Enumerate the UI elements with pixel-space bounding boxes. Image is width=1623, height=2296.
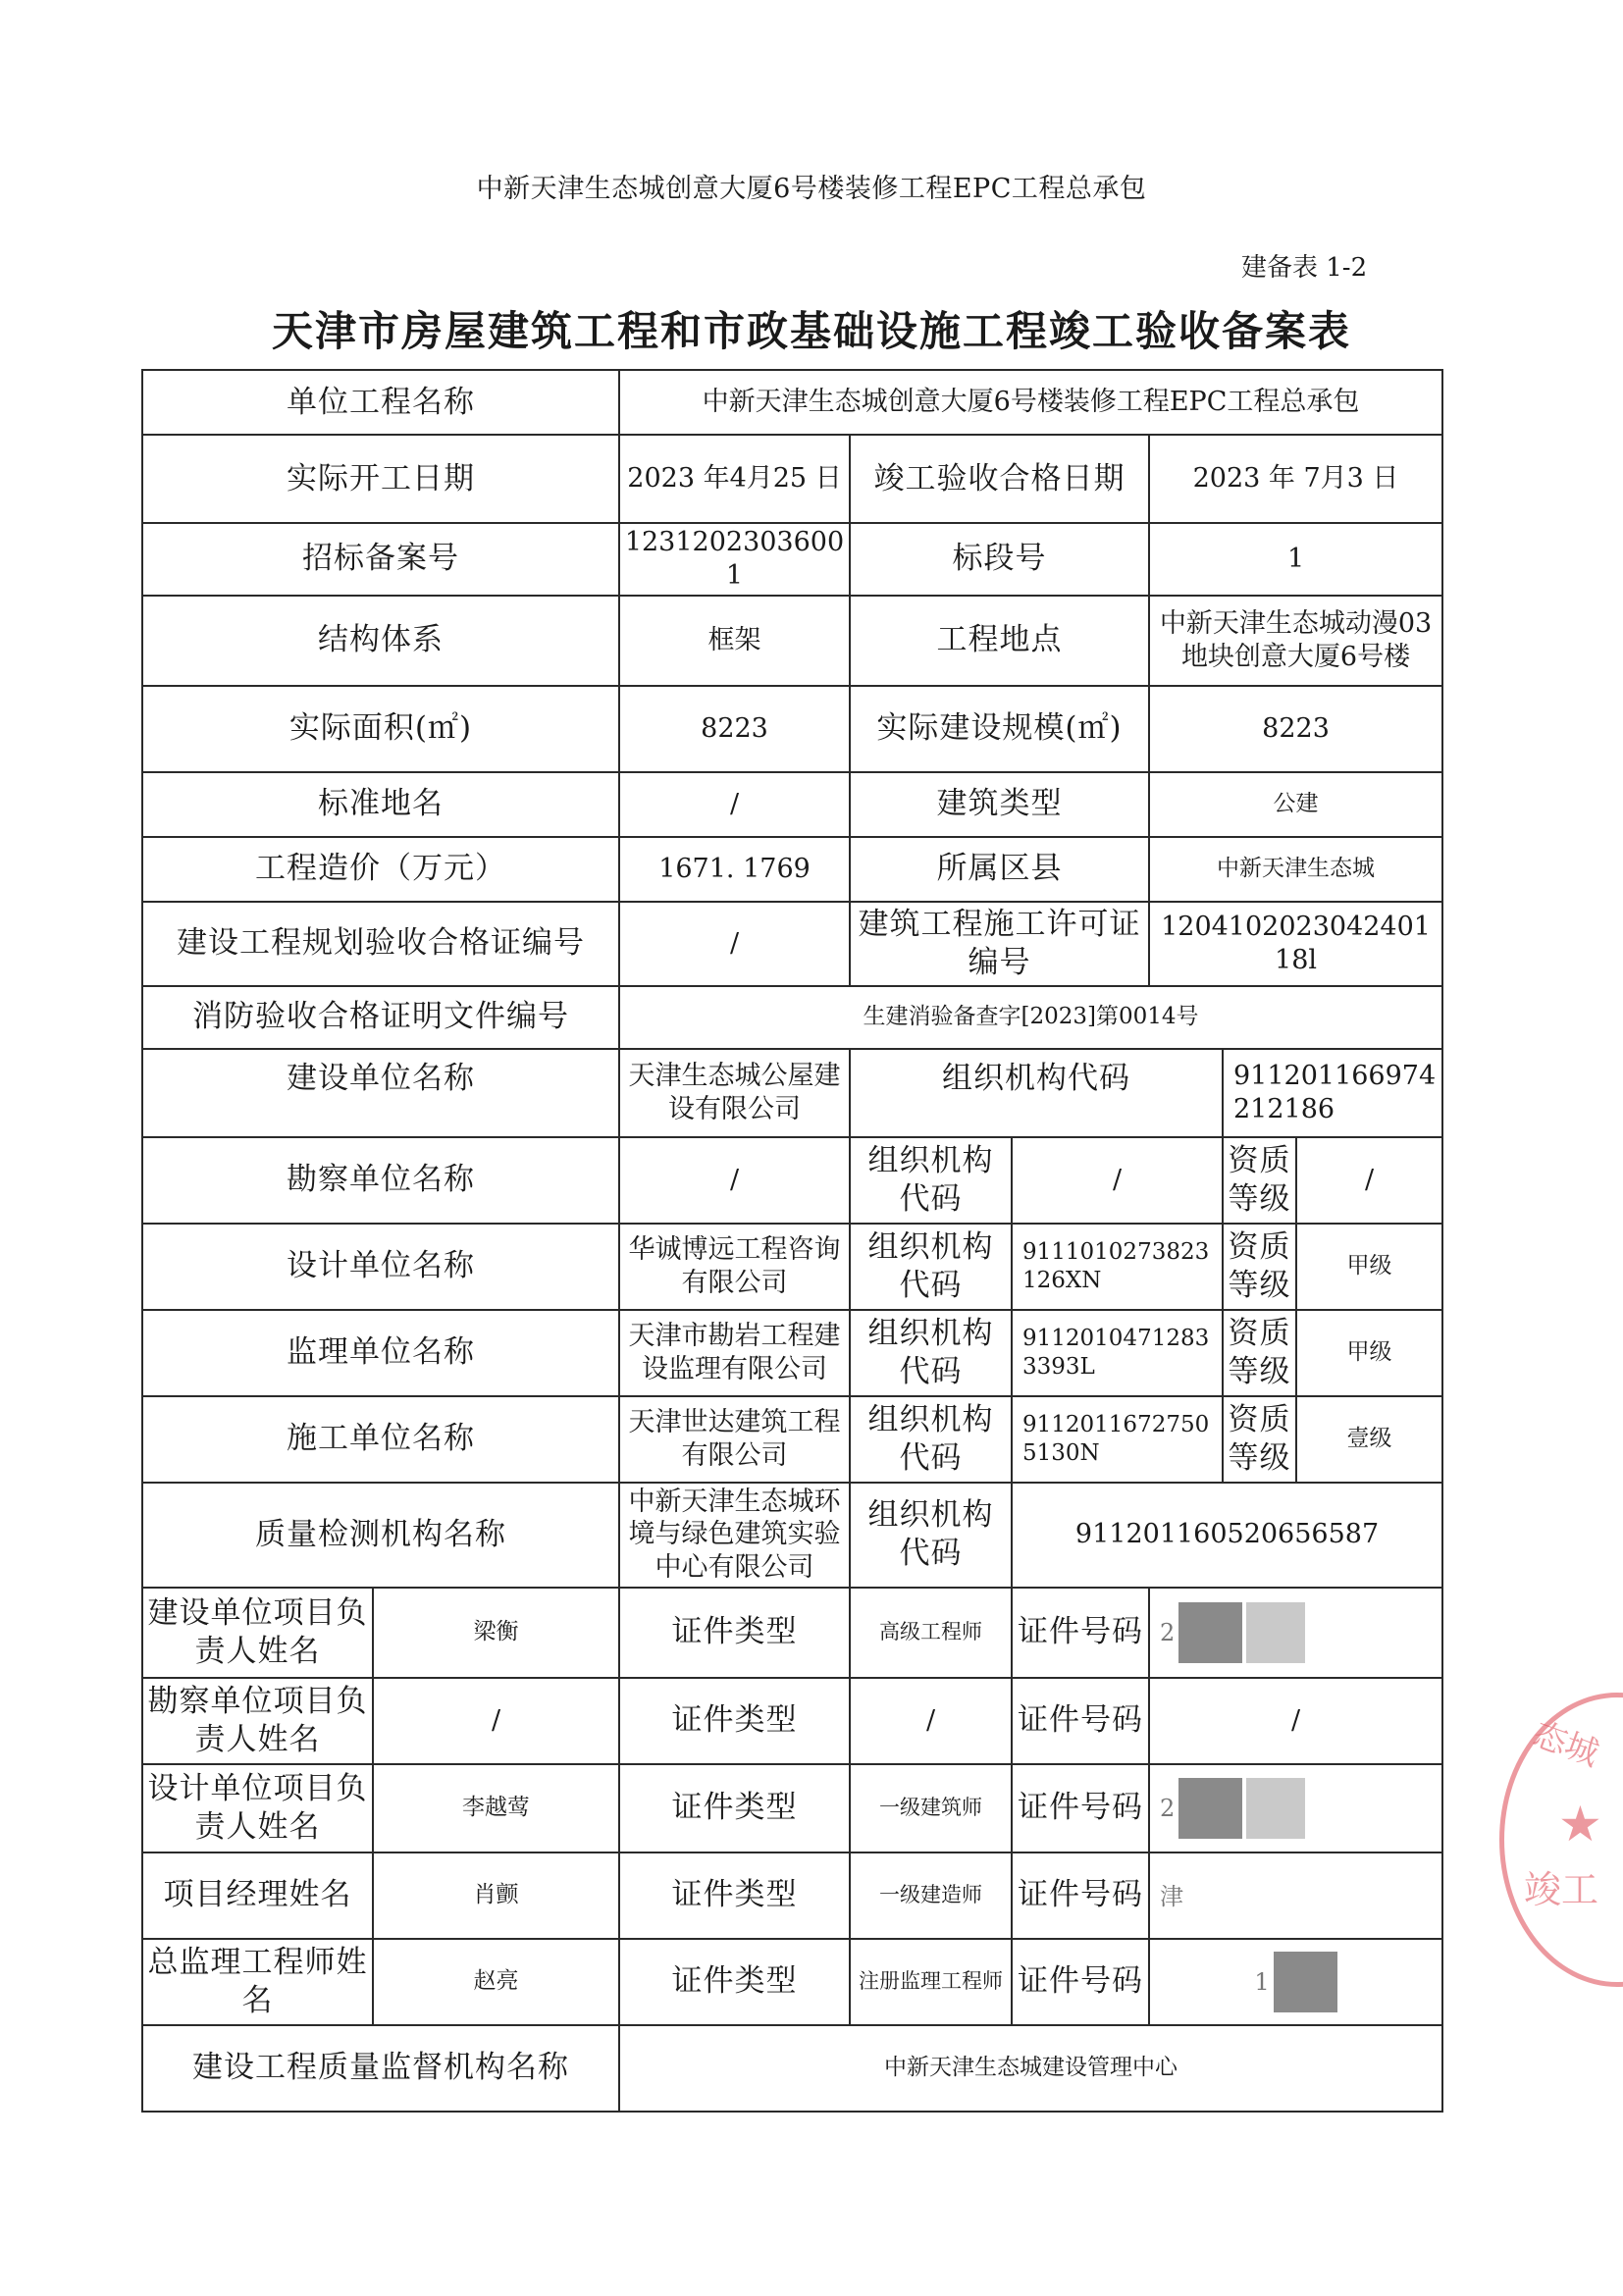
value-builder-org-code: 911201166974212186 bbox=[1223, 1049, 1442, 1137]
redaction-block bbox=[1274, 1952, 1337, 2012]
value-construction-org-code: 91120116727505130N bbox=[1012, 1396, 1223, 1483]
label-project-manager: 项目经理姓名 bbox=[142, 1852, 373, 1939]
label-structure: 结构体系 bbox=[142, 596, 619, 686]
value-project-manager: 肖颤 bbox=[373, 1852, 619, 1939]
label-design: 设计单位名称 bbox=[142, 1224, 619, 1310]
value-chief-cert-type: 注册监理工程师 bbox=[850, 1939, 1012, 2025]
redaction-block bbox=[1178, 1778, 1242, 1839]
value-builder-cert-no bbox=[1149, 1588, 1442, 1678]
label-building-type: 建筑类型 bbox=[850, 772, 1149, 837]
label-testing: 质量检测机构名称 bbox=[142, 1483, 619, 1588]
label-builder-cert-no: 证件号码 bbox=[1012, 1588, 1149, 1678]
label-supervision: 监理单位名称 bbox=[142, 1310, 619, 1396]
value-pm-cert-type: 一级建造师 bbox=[850, 1852, 1012, 1939]
value-building-type: 公建 bbox=[1149, 772, 1442, 837]
label-builder-org-code: 组织机构代码 bbox=[850, 1049, 1223, 1137]
label-district: 所属区县 bbox=[850, 837, 1149, 902]
label-design-org-code: 组织机构代码 bbox=[850, 1224, 1012, 1310]
redaction-block bbox=[1246, 1602, 1305, 1663]
label-survey-cert-type: 证件类型 bbox=[619, 1678, 850, 1764]
row-fire bbox=[142, 986, 1442, 1049]
label-construction: 施工单位名称 bbox=[142, 1396, 619, 1483]
value-survey-org-code: / bbox=[1012, 1137, 1223, 1224]
value-design-org-code: 9111010273823126XN bbox=[1012, 1224, 1223, 1310]
label-survey-cert-no: 证件号码 bbox=[1012, 1678, 1149, 1764]
label-builder: 建设单位名称 bbox=[142, 1049, 619, 1137]
label-chief-cert-no: 证件号码 bbox=[1012, 1939, 1149, 2025]
value-acceptance-date: 2023 年 7月3 日 bbox=[1149, 435, 1442, 523]
filing-table-wrapper bbox=[141, 369, 1441, 2113]
value-design-cert-type: 一级建筑师 bbox=[850, 1764, 1012, 1852]
value-supervision-org-code: 91120104712833393L bbox=[1012, 1310, 1223, 1396]
value-builder-lead: 梁衡 bbox=[373, 1588, 619, 1678]
seal-star-icon: ★ bbox=[1558, 1796, 1602, 1852]
value-design-cert-no bbox=[1149, 1764, 1442, 1852]
value-design-lead: 李越莺 bbox=[373, 1764, 619, 1852]
label-design-cert-type: 证件类型 bbox=[619, 1764, 850, 1852]
value-construction: 天津世达建筑工程有限公司 bbox=[619, 1396, 850, 1483]
value-supervision: 天津市勘岩工程建设监理有限公司 bbox=[619, 1310, 850, 1396]
value-pm-cert-no bbox=[1149, 1852, 1442, 1939]
label-construction-org-code: 组织机构代码 bbox=[850, 1396, 1012, 1483]
row-person-design bbox=[142, 1764, 1442, 1852]
value-bid-number: 12312023036001 bbox=[619, 523, 850, 596]
row-supervision bbox=[142, 1310, 1442, 1396]
form-code: 建备表 1-2 bbox=[1241, 253, 1368, 283]
label-supervision-qualification: 资质等级 bbox=[1223, 1310, 1296, 1396]
label-builder-lead: 建设单位项目负责人姓名 bbox=[142, 1588, 373, 1678]
label-chief-cert-type: 证件类型 bbox=[619, 1939, 850, 2025]
label-quality-supervision-org: 建设工程质量监督机构名称 bbox=[142, 2025, 619, 2112]
value-construction-permit: 120410202304240118l bbox=[1149, 902, 1442, 986]
label-pm-cert-no: 证件号码 bbox=[1012, 1852, 1149, 1939]
cert-no-partial: 2 bbox=[1160, 1618, 1176, 1646]
label-area: 实际面积(㎡) bbox=[142, 686, 619, 772]
row-place-name bbox=[142, 772, 1442, 837]
label-testing-org-code: 组织机构代码 bbox=[850, 1483, 1012, 1588]
value-survey-cert-no: / bbox=[1149, 1678, 1442, 1764]
value-place-name: / bbox=[619, 772, 850, 837]
label-start-date: 实际开工日期 bbox=[142, 435, 619, 523]
value-testing: 中新天津生态城环境与绿色建筑实验中心有限公司 bbox=[619, 1483, 850, 1588]
row-bid bbox=[142, 523, 1442, 596]
value-chief-supervisor: 赵亮 bbox=[373, 1939, 619, 2025]
value-survey: / bbox=[619, 1137, 850, 1224]
value-section-number: 1 bbox=[1149, 523, 1442, 596]
row-person-builder bbox=[142, 1588, 1442, 1678]
value-quality-supervision-org: 中新天津生态城建设管理中心 bbox=[619, 2025, 1442, 2112]
label-planning-cert: 建设工程规划验收合格证编号 bbox=[142, 902, 619, 986]
value-area: 8223 bbox=[619, 686, 850, 772]
label-project-name: 单位工程名称 bbox=[142, 370, 619, 435]
official-seal bbox=[1499, 1693, 1623, 1987]
value-cost: 1671. 1769 bbox=[619, 837, 850, 902]
seal-text: 竣工 bbox=[1524, 1868, 1599, 1911]
row-design bbox=[142, 1224, 1442, 1310]
filing-table bbox=[141, 369, 1443, 2113]
label-survey-lead: 勘察单位项目负责人姓名 bbox=[142, 1678, 373, 1764]
row-survey bbox=[142, 1137, 1442, 1224]
value-start-date: 2023 年4月25 日 bbox=[619, 435, 850, 523]
row-area bbox=[142, 686, 1442, 772]
label-section-number: 标段号 bbox=[850, 523, 1149, 596]
value-design-qualification: 甲级 bbox=[1296, 1224, 1442, 1310]
value-construction-qualification: 壹级 bbox=[1296, 1396, 1442, 1483]
row-planning bbox=[142, 902, 1442, 986]
value-district: 中新天津生态城 bbox=[1149, 837, 1442, 902]
seal-text: 态城 bbox=[1528, 1714, 1604, 1775]
label-acceptance-date: 竣工验收合格日期 bbox=[850, 435, 1149, 523]
row-quality-supervision bbox=[142, 2025, 1442, 2112]
label-chief-supervisor: 总监理工程师姓名 bbox=[142, 1939, 373, 2025]
row-dates bbox=[142, 435, 1442, 523]
value-supervision-qualification: 甲级 bbox=[1296, 1310, 1442, 1396]
row-builder bbox=[142, 1049, 1442, 1137]
label-location: 工程地点 bbox=[850, 596, 1149, 686]
label-builder-cert-type: 证件类型 bbox=[619, 1588, 850, 1678]
value-chief-cert-no bbox=[1149, 1939, 1442, 2025]
label-construction-permit: 建筑工程施工许可证编号 bbox=[850, 902, 1149, 986]
row-cost bbox=[142, 837, 1442, 902]
label-survey: 勘察单位名称 bbox=[142, 1137, 619, 1224]
value-survey-qualification: / bbox=[1296, 1137, 1442, 1224]
cert-no-partial: 2 bbox=[1160, 1794, 1176, 1822]
label-pm-cert-type: 证件类型 bbox=[619, 1852, 850, 1939]
value-builder: 天津生态城公屋建设有限公司 bbox=[619, 1049, 850, 1137]
value-project-name: 中新天津生态城创意大厦6号楼装修工程EPC工程总承包 bbox=[619, 370, 1442, 435]
value-design: 华诚博远工程咨询有限公司 bbox=[619, 1224, 850, 1310]
label-construction-qualification: 资质等级 bbox=[1223, 1396, 1296, 1483]
label-fire-cert: 消防验收合格证明文件编号 bbox=[142, 986, 619, 1049]
row-construction bbox=[142, 1396, 1442, 1483]
label-supervision-org-code: 组织机构代码 bbox=[850, 1310, 1012, 1396]
value-location: 中新天津生态城动漫03地块创意大厦6号楼 bbox=[1149, 596, 1442, 686]
row-person-survey bbox=[142, 1678, 1442, 1764]
cert-no-partial: 1 bbox=[1254, 1967, 1270, 1996]
redaction-block bbox=[1246, 1778, 1305, 1839]
value-testing-org-code: 911201160520656587 bbox=[1012, 1483, 1442, 1588]
row-project-name bbox=[142, 370, 1442, 435]
row-person-chief-supervisor bbox=[142, 1939, 1442, 2025]
value-scale: 8223 bbox=[1149, 686, 1442, 772]
row-person-pm bbox=[142, 1852, 1442, 1939]
value-structure: 框架 bbox=[619, 596, 850, 686]
value-survey-cert-type: / bbox=[850, 1678, 1012, 1764]
label-design-qualification: 资质等级 bbox=[1223, 1224, 1296, 1310]
label-scale: 实际建设规模(㎡) bbox=[850, 686, 1149, 772]
value-survey-lead: / bbox=[373, 1678, 619, 1764]
form-title: 天津市房屋建筑工程和市政基础设施工程竣工验收备案表 bbox=[271, 307, 1351, 355]
redaction-block bbox=[1178, 1602, 1242, 1663]
label-design-cert-no: 证件号码 bbox=[1012, 1764, 1149, 1852]
label-design-lead: 设计单位项目负责人姓名 bbox=[142, 1764, 373, 1852]
row-structure bbox=[142, 596, 1442, 686]
value-fire-cert: 生建消验备查字[2023]第0014号 bbox=[619, 986, 1442, 1049]
label-survey-qualification: 资质等级 bbox=[1223, 1137, 1296, 1224]
project-header: 中新天津生态城创意大厦6号楼装修工程EPC工程总承包 bbox=[476, 174, 1147, 204]
label-survey-org-code: 组织机构代码 bbox=[850, 1137, 1012, 1224]
label-place-name: 标准地名 bbox=[142, 772, 619, 837]
cert-no-partial: 津 bbox=[1160, 1883, 1183, 1910]
value-planning-cert: / bbox=[619, 902, 850, 986]
label-bid-number: 招标备案号 bbox=[142, 523, 619, 596]
row-testing bbox=[142, 1483, 1442, 1588]
label-cost: 工程造价（万元） bbox=[142, 837, 619, 902]
value-builder-cert-type: 高级工程师 bbox=[850, 1588, 1012, 1678]
